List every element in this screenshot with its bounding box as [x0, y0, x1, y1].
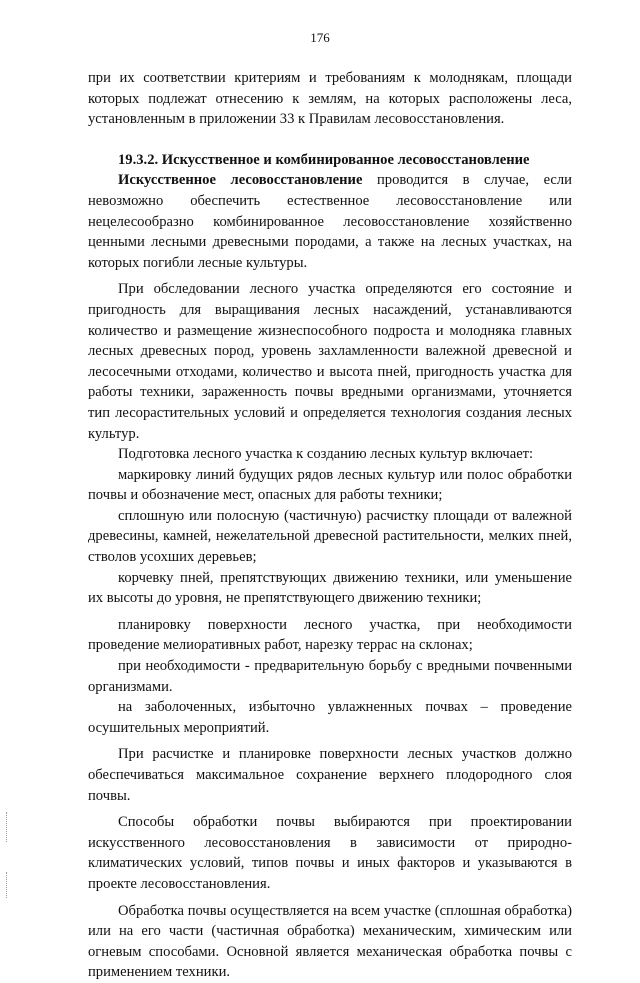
- paragraph-inspection: При обследовании лесного участка определяются его состояние и пригодность для выращивания лесных насаждений, устанавливаются количество и размещение жизнеспособного подроста и молодняка главных лесных древесных пород, уровень захламленности валежной древесной и лесосечными отходами, количество и высота пней, пригодность участка для работы техники, зараженность почвы вредными организмами, уточняется тип лесорастительных условий и определяется технология создания лесных культур.: [88, 281, 572, 442]
- page-number: 176: [310, 30, 330, 45]
- document-body: [88, 68, 572, 983]
- list-item-leveling: планировку поверхности лесного участка, при необходимости проведение мелиоративных работ, нарезку террас на склонах;: [88, 616, 572, 654]
- paragraph-text: проводится в случае, если невозможно обеспечить естественное лесовосстановление или нецелесообразно комбинированное лесовосстановление хозяйственно ценными лесными древесными породами, а также на лесных участках, на которых погибли лесные культуры.: [88, 172, 572, 271]
- list-item-drainage: на заболоченных, избыточно увлажненных почвах – проведение осушительных мероприятий.: [88, 699, 572, 736]
- emphasized-term: Искусственное лесовосстановление: [118, 172, 363, 189]
- list-item-marking: маркировку линий будущих рядов лесных культур или полос обработки почвы и обозначение мест, опасных для работы техники;: [88, 466, 572, 504]
- section-heading: 19.3.2. Искусственное и комбинированное лесовосстановление: [118, 151, 530, 168]
- paragraph-artificial-reforestation: [88, 170, 572, 273]
- scan-margin-mark: [6, 872, 9, 898]
- list-item-stumps: корчевку пней, препятствующих движению техники, или уменьшение их высоты до уровня, не препятствующего движению техники;: [88, 569, 572, 607]
- paragraph-soil-treatment: Обработка почвы осуществляется на всем участке (сплошная обработка) или на его части (частичная обработка) механическим, химическим или огневым способами. Основной является механическая обработка почвы с применением техники.: [88, 902, 572, 981]
- paragraph-preparation-intro: Подготовка лесного участка к созданию лесных культур включает:: [118, 446, 534, 463]
- list-item-clearing: сплошную или полосную (частичную) расчистку площади от валежной древесины, камней, нежелательной древесной растительности, мелких пней, стволов усохших деревьев;: [88, 507, 572, 566]
- scan-margin-mark: [6, 812, 9, 842]
- paragraph-topsoil: При расчистке и планировке поверхности лесных участков должно обеспечиваться максимальное сохранение верхнего плодородного слоя почвы.: [88, 746, 572, 804]
- paragraph-continuation: при их соответствии критериям и требованиям к молоднякам, площади которых подлежат отнесению к землям, на которых расположены леса, установленным в приложении 33 к Правилам лесовосстановления.: [88, 70, 572, 128]
- paragraph-soil-methods: Способы обработки почвы выбираются при проектировании искусственного лесовосстановления в зависимости от природно-климатических условий, типов почвы и иных факторов и указываются в проекте лесовосстановления.: [88, 814, 572, 892]
- list-item-pest-control: при необходимости - предварительную борьбу с вредными почвенными организмами.: [88, 658, 572, 695]
